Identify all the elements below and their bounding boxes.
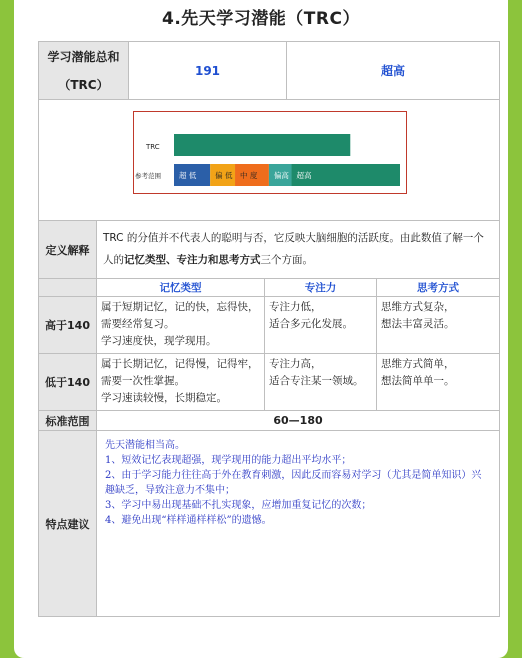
advice-line: 4、避免出现“样样通样样松”的遗憾。 bbox=[105, 515, 272, 526]
definition-bold-focus: 专注力 bbox=[176, 254, 208, 266]
column-header-row bbox=[39, 279, 499, 297]
low-row bbox=[39, 354, 499, 411]
low-focus-line: 适合专注某一领域。 bbox=[269, 375, 364, 387]
reference-segment-label: 偏 低 bbox=[215, 171, 233, 180]
standard-value: 60—180 bbox=[273, 414, 323, 427]
page-title: 4.先天学习潜能（TRC） bbox=[162, 9, 360, 29]
low-memory-line: 需要一次性掌握。 bbox=[101, 375, 185, 387]
advice-line: 1、短效记忆表现超强，现学现用的能力超出平均水平； bbox=[105, 455, 352, 466]
definition-text-b: 三个方面。 bbox=[260, 254, 313, 266]
header-memory: 记忆类型 bbox=[97, 279, 265, 296]
advice-text bbox=[97, 431, 499, 616]
low-thinking-line: 想法简单单一。 bbox=[381, 375, 455, 387]
category-label-trc: TRC bbox=[146, 143, 160, 151]
advice-line: 2、由于学习能力往往高于外在教育刺激，因此反而容易对学习（尤其是简单知识）兴趣缺乏，导致注意力不集中； bbox=[105, 470, 482, 496]
high-label: 高于140 bbox=[39, 297, 97, 353]
advice-line: 先天潜能相当高。 bbox=[105, 440, 185, 451]
low-thinking-line: 思维方式简单， bbox=[381, 358, 455, 370]
category-label-reference: 参考范围 bbox=[135, 172, 161, 180]
high-memory-line: 学习速度快，现学现用。 bbox=[101, 335, 217, 347]
trc-bar bbox=[174, 134, 350, 156]
summary-label-line2: （TRC） bbox=[58, 77, 109, 92]
header-focus: 专注力 bbox=[265, 279, 377, 296]
high-thinking-line: 思维方式复杂， bbox=[381, 301, 455, 313]
definition-bold-memory: 记忆类型 bbox=[124, 254, 166, 266]
trc-chart-svg bbox=[134, 112, 406, 193]
reference-segment-label: 超高 bbox=[296, 171, 312, 180]
high-row bbox=[39, 297, 499, 354]
definition-row bbox=[39, 221, 499, 279]
definition-bold-thinking: 思考方式 bbox=[218, 254, 261, 266]
high-thinking-line: 想法丰富灵活。 bbox=[381, 318, 455, 330]
advice-label: 特点建议 bbox=[39, 431, 97, 616]
low-focus bbox=[265, 354, 377, 410]
high-memory-line: 属于短期记忆，记的快，忘得快， bbox=[101, 301, 259, 313]
report-card bbox=[14, 0, 508, 658]
high-focus-line: 专注力低， bbox=[269, 301, 322, 313]
high-focus-line: 适合多元化发展。 bbox=[269, 318, 353, 330]
summary-label bbox=[39, 42, 129, 99]
trc-level: 超高 bbox=[380, 64, 405, 78]
definition-text-a: TRC 的分值并不代表人的聪明与否，它反映大脑细胞的活跃度。由此数值了解一个人的 bbox=[103, 232, 484, 266]
low-memory-line: 属于长期记忆，记得慢，记得牢， bbox=[101, 358, 259, 370]
trc-score: 191 bbox=[129, 42, 287, 99]
header-blank bbox=[39, 279, 97, 296]
chart-row bbox=[39, 100, 499, 221]
high-memory bbox=[97, 297, 265, 353]
reference-segment-label: 偏高 bbox=[273, 171, 289, 180]
definition-text bbox=[97, 221, 499, 278]
definition-label: 定义解释 bbox=[39, 221, 97, 278]
trc-chart bbox=[133, 111, 407, 194]
reference-segment-label: 超 低 bbox=[179, 171, 197, 180]
low-thinking bbox=[377, 354, 499, 410]
low-memory-line: 学习速读较慢，长期稳定。 bbox=[101, 392, 227, 404]
high-focus bbox=[265, 297, 377, 353]
high-thinking bbox=[377, 297, 499, 353]
summary-label-line1: 学习潜能总和 bbox=[47, 49, 120, 64]
standard-label: 标准范围 bbox=[39, 411, 97, 430]
trc-table bbox=[38, 41, 500, 617]
summary-row bbox=[39, 42, 499, 100]
standard-row bbox=[39, 411, 499, 431]
header-thinking: 思考方式 bbox=[417, 282, 459, 294]
low-label: 低于140 bbox=[39, 354, 97, 410]
advice-row bbox=[39, 431, 499, 616]
high-memory-line: 需要经常复习。 bbox=[101, 318, 175, 330]
low-focus-line: 专注力高， bbox=[269, 358, 322, 370]
low-memory bbox=[97, 354, 265, 410]
definition-sep-b: 和 bbox=[208, 254, 219, 266]
reference-segment-label: 中 度 bbox=[240, 171, 258, 180]
definition-sep-a: 、 bbox=[166, 254, 177, 266]
advice-line: 3、学习中易出现基础不扎实现象，应增加重复记忆的次数； bbox=[105, 500, 372, 511]
